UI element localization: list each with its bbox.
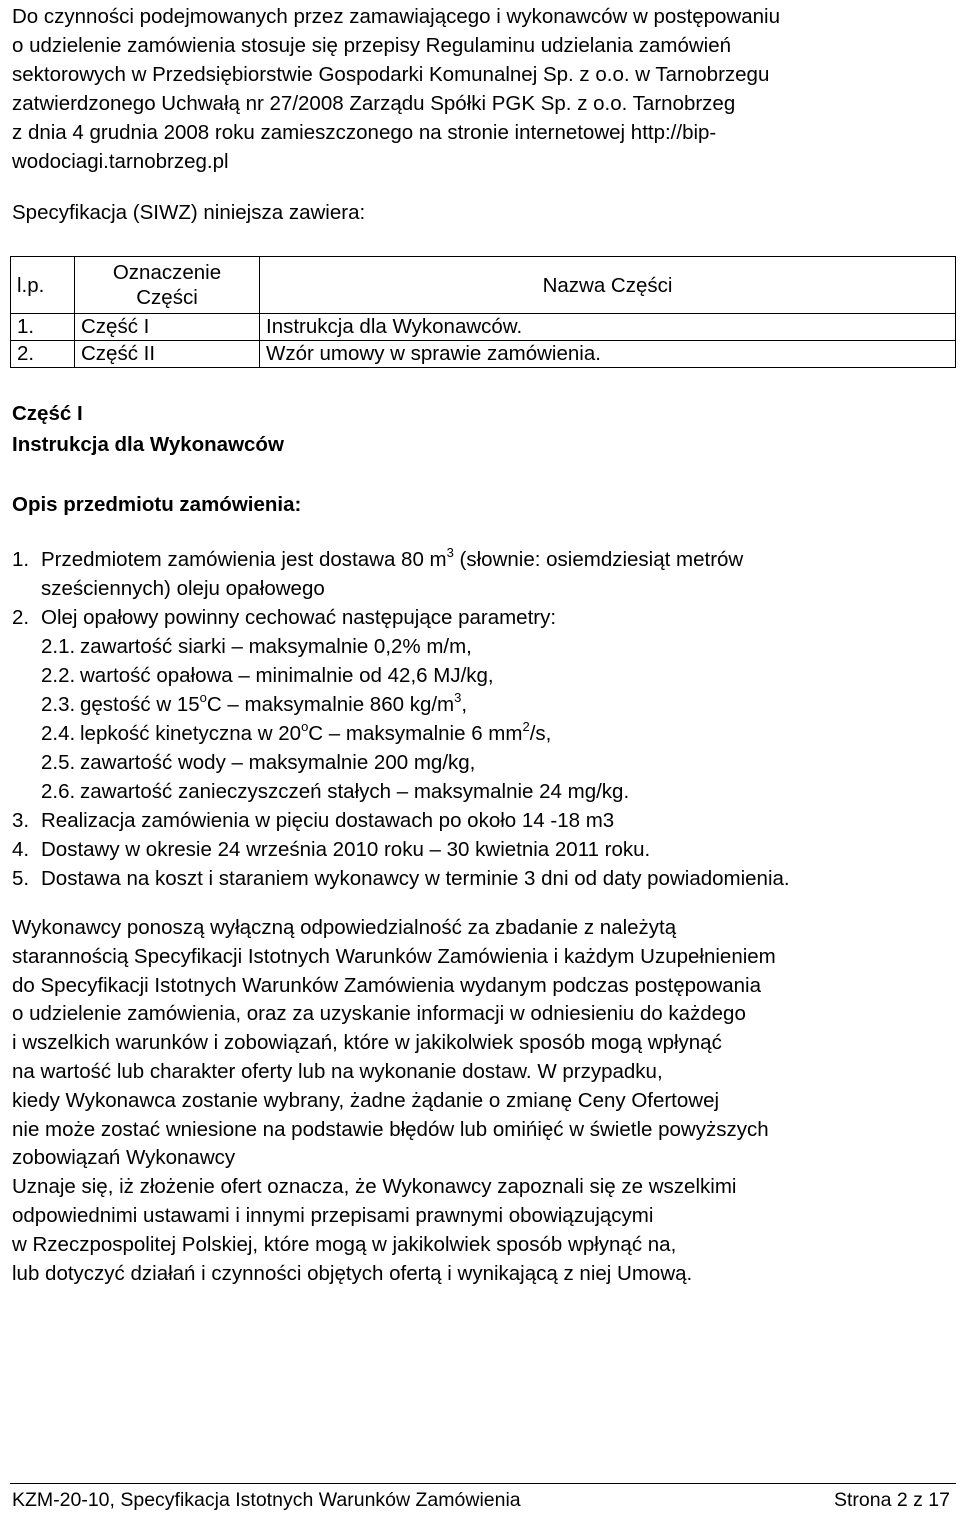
paragraph-line: nie może zostać wniesione na podstawie błędów lub omińięć w świetle powyższych [12,1117,769,1141]
list-item-number: 3. [12,809,30,832]
table-row [11,341,956,368]
header-oznaczenie-line2: Części [136,286,198,309]
list-item-text: Dostawa na koszt i staraniem wykonawcy w terminie 3 dni od daty powiadomienia. [41,867,790,890]
section-title [12,398,284,460]
cell-oznaczenie: Część II [75,341,260,368]
footer-divider [10,1483,956,1484]
paragraph-line: zobowiązań Wykonawcy [12,1146,236,1170]
cell-lp: 2. [11,341,75,368]
list-item-text: Realizacja zamówienia w pięciu dostawach po około 14 -18 m3 [41,809,615,832]
opis-title: Opis przedmiotu zamówienia: [12,493,302,516]
paragraph-line: na wartość lub charakter oferty lub na wykonanie dostaw. W przypadku, [12,1059,663,1083]
list-item-number: 5. [12,867,30,890]
section-title-line1: Część I [12,402,83,425]
intro-line: o udzielenie zamówienia stosuje się przepisy Regulaminu udzielania zamówień [12,34,732,57]
footer-document-title: KZM-20-10, Specyfikacja Istotnych Warunków Zamówienia [12,1489,521,1511]
header-oznaczenie [75,257,260,314]
list-item-number: 4. [12,838,30,861]
paragraph-line: do Specyfikacji Istotnych Warunków Zamówienia wydanym podczas postępowania [12,973,761,997]
paragraph-line: Uznaje się, iż złożenie ofert oznacza, że Wykonawcy zapoznali się ze wszelkimi [12,1175,737,1199]
intro-line: z dnia 4 grudnia 2008 roku zamieszczonego na stronie internetowej http://bip- [12,121,717,144]
sub-list-item [12,661,952,690]
list-item-text: Przedmiotem zamówienia jest dostawa 80 $m^3$ (słownie: osiemdziesiąt metrów [41,545,744,571]
list-item-number: 2. [12,606,30,629]
list-item-number: 1. [12,548,30,571]
sub-list-item [12,632,952,661]
footer-page-number: Strona 2 z 17 [834,1489,950,1511]
list-item-continuation: sześciennych) oleju opałowego [41,577,325,600]
intro-line: sektorowych w Przedsiębiorstwie Gospodarki Komunalnej Sp. z o.o. w Tarnobrzegu [12,63,770,86]
requirements-list [12,545,952,893]
paragraph-line: lub dotyczyć działań i czynności objętych ofertą i wynikającą z niej Umową. [12,1261,693,1285]
sub-item-text: gęstość w 15$^o$C – maksymalnie 860 $kg/m^3$, [80,690,468,716]
list-item [12,603,952,632]
list-item [12,835,952,864]
list-item [12,864,952,893]
parts-table-header-row [11,257,956,314]
header-lp: l.p. [11,257,75,314]
header-nazwa: Nazwa Części [260,257,956,314]
paragraph-line: kiedy Wykonawca zostanie wybrany, żadne żądanie o zmianę Ceny Ofertowej [12,1088,720,1112]
sub-item-number: 2.4. [41,722,76,745]
section-title-line2: Instrukcja dla Wykonawców [12,433,284,456]
paragraph-line: w Rzeczpospolitej Polskiej, które mogą w jakikolwiek sposób wpłynąć na, [12,1232,677,1256]
sub-list-item [12,748,952,777]
sub-item-text: zawartość wody – maksymalnie 200 mg/kg, [80,751,476,774]
paragraph-line: i wszelkich warunków i zobowiązań, które w jakikolwiek sposób mogą wpłynąć [12,1031,722,1055]
sub-list-item [12,719,952,748]
cell-nazwa: Instrukcja dla Wykonawców. [260,314,956,341]
sub-item-text: zawartość zanieczyszczeń stałych – maksymalnie 24 mg/kg. [80,780,630,803]
list-item [12,545,952,574]
sub-item-number: 2.5. [41,751,76,774]
list-item-text: Olej opałowy powinny cechować następujące parametry: [41,606,557,629]
sub-item-text: wartość opałowa – minimalnie od 42,6 MJ/kg, [80,664,494,687]
table-row [11,314,956,341]
sub-item-text: zawartość siarki – maksymalnie 0,2% m/m, [80,635,472,658]
intro-line: wodociagi.tarnobrzeg.pl [12,150,229,173]
paragraph-line: Wykonawcy ponoszą wyłączną odpowiedzialność za zbadanie z należytą [12,916,677,939]
cell-nazwa: Wzór umowy w sprawie zamówienia. [260,341,956,368]
sub-item-number: 2.3. [41,693,76,716]
paragraph-line: odpowiednimi ustawami i innymi przepisami prawnymi obowiązującymi [12,1203,654,1227]
paragraph-line: starannością Specyfikacji Istotnych Warunków Zamówienia i każdym Uzupełnieniem [12,944,776,968]
cell-lp: 1. [11,314,75,341]
list-item [12,806,952,835]
cell-oznaczenie: Część I [75,314,260,341]
sub-item-text: lepkość kinetyczna w 20$^o$C – maksymalnie 6 $mm^2/s$, [80,719,552,745]
paragraph-line: o udzielenie zamówienia, oraz za uzyskanie informacji w odniesieniu do każdego [12,1002,746,1026]
spec-heading: Specyfikacja (SIWZ) niniejsza zawiera: [12,201,366,224]
sub-item-number: 2.6. [41,780,76,803]
intro-line: Do czynności podejmowanych przez zamawiającego i wykonawców w postępowaniu [12,5,780,28]
sub-list-item [12,690,952,719]
sub-item-number: 2.1. [41,635,76,658]
list-item-text: Dostawy w okresie 24 września 2010 roku – 30 kwietnia 2011 roku. [41,838,651,861]
body-paragraph [12,914,952,1288]
sub-list-item [12,777,952,806]
sub-item-number: 2.2. [41,664,76,687]
header-oznaczenie-line1: Oznaczenie [112,261,222,284]
intro-line: zatwierdzonego Uchwałą nr 27/2008 Zarządu Spółki PGK Sp. z o.o. Tarnobrzeg [12,92,736,115]
parts-table [10,256,956,368]
intro-paragraph [12,2,952,176]
